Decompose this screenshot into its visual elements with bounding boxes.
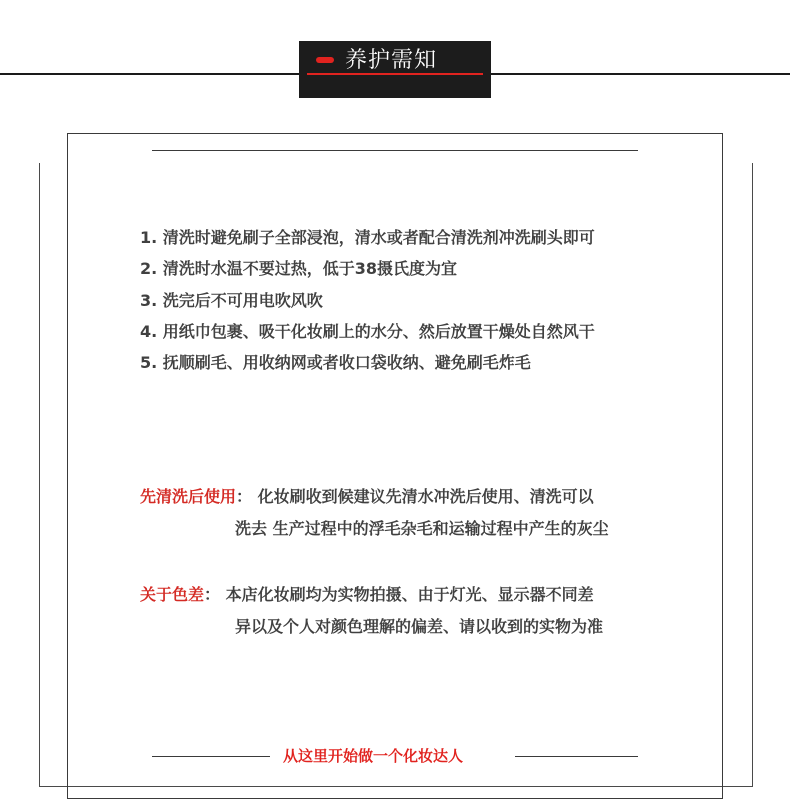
red-pill-icon	[316, 57, 334, 63]
section-header-badge	[299, 41, 491, 98]
care-tip: 5. 抚顺刷毛、用收纳网或者收口袋收纳、避免刷毛炸毛	[140, 353, 531, 373]
care-tip: 1. 清洗时避免刷子全部浸泡，清水或者配合清洗剂冲洗刷头即可	[140, 228, 595, 247]
care-tips-list	[140, 222, 595, 378]
footer-slogan: 从这里开始做一个化妆达人	[283, 747, 464, 765]
outer-frame-left	[39, 163, 40, 787]
title-underline	[307, 73, 483, 75]
note-separator: ：	[204, 585, 226, 604]
care-tip: 3. 洗完后不可用电吹风吹	[140, 290, 323, 310]
note-wash-before-use	[140, 481, 609, 544]
note-separator: ：	[236, 487, 258, 506]
section-title: 养护需知	[345, 48, 438, 73]
footer-divider-right	[515, 756, 638, 757]
note-text: 本店化妆刷均为实物拍摄、由于灯光、显示器不同差	[225, 585, 594, 604]
note-text-continued: 洗去 生产过程中的浮毛杂毛和运输过程中产生的灰尘	[235, 518, 609, 538]
inner-top-divider	[152, 150, 638, 151]
note-text: 化妆刷收到候建议先清水冲洗后使用、清洗可以	[257, 487, 594, 506]
footer-divider-left	[152, 756, 270, 757]
care-tip: 4. 用纸巾包裹、吸干化妆刷上的水分、然后放置干燥处自然风干	[140, 321, 595, 341]
note-label: 关于色差	[140, 585, 205, 604]
care-tip: 2. 清洗时水温不要过热，低于38摄氏度为宜	[140, 259, 458, 279]
note-label: 先清洗后使用	[140, 487, 237, 506]
note-text-continued: 异以及个人对颜色理解的偏差、请以收到的实物为准	[235, 616, 604, 636]
note-color-difference	[140, 579, 603, 642]
outer-frame-right	[752, 163, 753, 787]
